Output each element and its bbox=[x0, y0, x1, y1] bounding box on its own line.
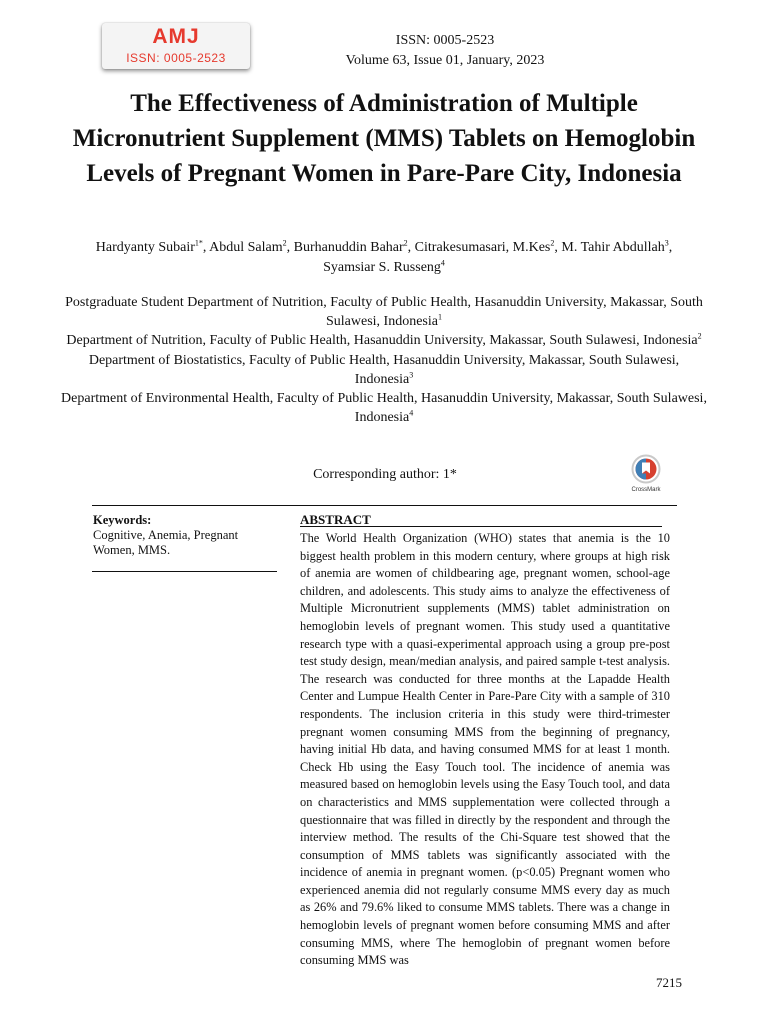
author: Syamsiar S. Russeng$^4$ bbox=[323, 258, 445, 275]
abstract-divider bbox=[300, 526, 662, 527]
author: Citrakesumasari, M.Kes$^2$, bbox=[414, 238, 562, 255]
journal-header bbox=[330, 31, 560, 71]
affiliation: Department of Biostatistics, Faculty of Public Health, Hasanuddin University, Makassar, South Sulawesi, Indonesia$^3$ bbox=[88, 352, 680, 387]
section-divider bbox=[92, 505, 677, 506]
corresponding-author: Corresponding author: 1* bbox=[313, 467, 457, 482]
journal-logo bbox=[102, 23, 250, 69]
author: Hardyanty Subair$^{1*}$, bbox=[95, 238, 210, 255]
author: Abdul Salam$^2$, bbox=[209, 238, 294, 255]
paper-title: The Effectiveness of Administration of Multiple Micronutrient Supplement (MMS) Tablets on Hemoglobin Levels of Pregnant Women in Pare-Pare City, Indonesia bbox=[72, 90, 696, 187]
affiliation: Department of Nutrition, Faculty of Public Health, Hasanuddin University, Makassar, South Sulawesi, Indonesia$^2$ bbox=[66, 331, 702, 349]
page-number: 7215 bbox=[656, 975, 682, 990]
keywords-divider bbox=[92, 571, 277, 572]
affiliation-list bbox=[60, 293, 708, 427]
journal-logo-name: AMJ bbox=[152, 25, 200, 48]
keywords-text: Cognitive, Anemia, Pregnant Women, MMS. bbox=[93, 528, 239, 557]
affiliation: Postgraduate Student Department of Nutrition, Faculty of Public Health, Hasanuddin University, Makassar, South Sulawesi, Indonesia$^1$ bbox=[65, 295, 703, 330]
keywords-heading: Keywords: bbox=[93, 513, 152, 527]
affiliation: Department of Environmental Health, Faculty of Public Health, Hasanuddin University, Makassar, South Sulawesi, Indonesia$^4$ bbox=[61, 391, 707, 426]
journal-logo-issn: ISSN: 0005-2523 bbox=[126, 51, 226, 65]
crossmark-badge[interactable] bbox=[624, 454, 668, 493]
keywords-block bbox=[93, 513, 277, 558]
abstract-text: The World Health Organization (WHO) states that anemia is the 10 biggest health problem in this modern century, where groups at high risk of anemia are women of childbearing age, pregnant women, school-age children, and adolescents. This study aims to analyze the effectiveness of Multiple Micronutrient supplements (MMS) tablet administration on hemoglobin levels of pregnant women. This study used a quantitative research type with a quasi-experimental approach using a group pre-post test study design, mean/median analysis, and paired sample t-test analysis. The research was conducted for three months at the Lapadde Health Center and Lumpue Health Center in Pare-Pare City with a sample of 310 respondents. The inclusion criteria in this study were third-trimester pregnant women consuming MMS from the beginning of pregnancy, having initial Hb data, and having consumed MMS for at least 1 month. Check Hb using the Easy Touch tool. The incidence of anemia was measured based on hemoglobin levels using the Easy Touch tool, and data on characteristics and MMS supplementation were collected through a questionnaire that was filled in directly by the respondent and through the interview method. The results of the Chi-Square test showed that the consumption of MMS tablets was significantly associated with the incidence of anemia in pregnant women. (p<0.05) Pregnant women who experienced anemia did not regularly consume MMS every day as much as 26% and 79.6% liked to consume MMS tablets. There was a change in hemoglobin levels of pregnant women before consuming MMS and after consuming MMS, where The hemoglobin of pregnant women before consuming MMS was bbox=[300, 531, 670, 968]
author: M. Tahir Abdullah$^3$, bbox=[561, 238, 673, 255]
author: Burhanuddin Bahar$^2$, bbox=[293, 238, 415, 255]
abstract-heading: ABSTRACT bbox=[300, 512, 371, 527]
crossmark-icon bbox=[631, 454, 661, 484]
volume-line: Volume 63, Issue 01, January, 2023 bbox=[345, 53, 545, 68]
crossmark-label: CrossMark bbox=[631, 487, 661, 493]
author-list bbox=[60, 238, 708, 278]
issn-line: ISSN: 0005-2523 bbox=[395, 33, 495, 48]
